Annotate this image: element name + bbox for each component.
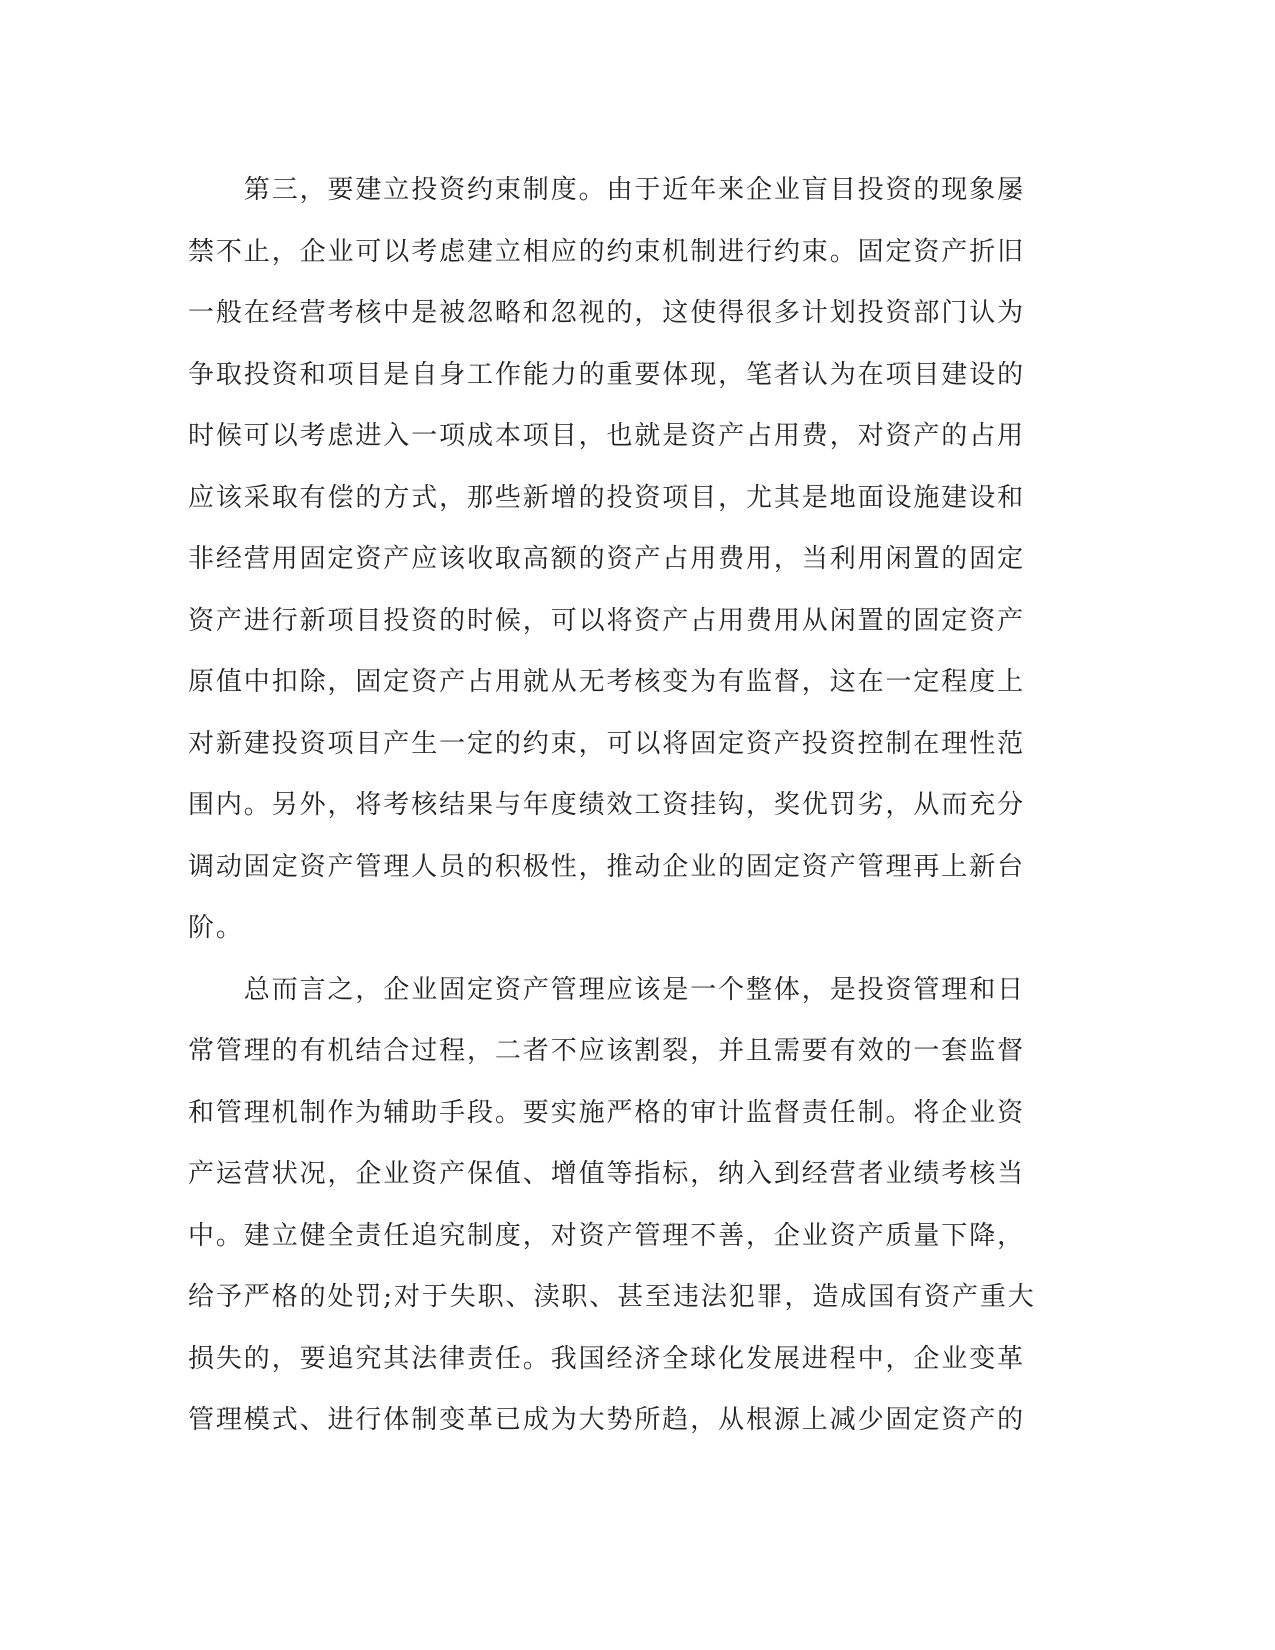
- text-line: 对新建投资项目产生一定的约束，可以将固定资产投资控制在理性范: [188, 728, 1026, 759]
- text-line: 资产进行新项目投资的时候，可以将资产占用费用从闲置的固定资产: [188, 605, 1026, 636]
- text-line: 总而言之，企业固定资产管理应该是一个整体，是投资管理和日: [188, 974, 1026, 1005]
- text-line: 管理模式、进行体制变革已成为大势所趋，从根源上减少固定资产的: [188, 1405, 1026, 1435]
- text-line: 一般在经营考核中是被忽略和忽视的，这使得很多计划投资部门认为: [188, 298, 1026, 328]
- text-line: 围内。另外，将考核结果与年度绩效工资挂钩，奖优罚劣，从而充分: [188, 790, 1026, 820]
- paragraph-2: [188, 960, 1058, 1452]
- text-line: 第三，要建立投资约束制度。由于近年来企业盲目投资的现象屡: [188, 175, 1026, 205]
- text-line: 常管理的有机结合过程，二者不应该割裂，并且需要有效的一套监督: [188, 1036, 1026, 1066]
- text-line: 非经营用固定资产应该收取高额的资产占用费用，当利用闲置的固定: [188, 544, 1026, 574]
- body-text: [188, 160, 1058, 1452]
- text-line: 争取投资和项目是自身工作能力的重要体现，笔者认为在项目建设的: [188, 359, 1026, 390]
- text-line: 阶。: [188, 913, 244, 943]
- text-line: 给予严格的处罚;对于失职、渎职、甚至违法犯罪，造成国有资产重大: [188, 1282, 1036, 1312]
- text-line: 损失的，要追究其法律责任。我国经济全球化发展进程中，企业变革: [188, 1343, 1026, 1374]
- text-line: 应该采取有偿的方式，那些新增的投资项目，尤其是地面设施建设和: [188, 482, 1026, 513]
- text-line: 产运营状况，企业资产保值、增值等指标，纳入到经营者业绩考核当: [188, 1159, 1026, 1189]
- paragraph-1: [188, 160, 1058, 960]
- text-line: 原值中扣除，固定资产占用就从无考核变为有监督，这在一定程度上: [188, 667, 1026, 697]
- text-line: 调动固定资产管理人员的积极性，推动企业的固定资产管理再上新台: [188, 851, 1026, 882]
- text-line: 时候可以考虑进入一项成本项目，也就是资产占用费，对资产的占用: [188, 421, 1026, 451]
- text-line: 禁不止，企业可以考虑建立相应的约束机制进行约束。固定资产折旧: [188, 236, 1026, 267]
- text-line: 中。建立健全责任追究制度，对资产管理不善，企业资产质量下降，: [188, 1220, 1026, 1251]
- text-line: 和管理机制作为辅助手段。要实施严格的审计监督责任制。将企业资: [188, 1097, 1026, 1128]
